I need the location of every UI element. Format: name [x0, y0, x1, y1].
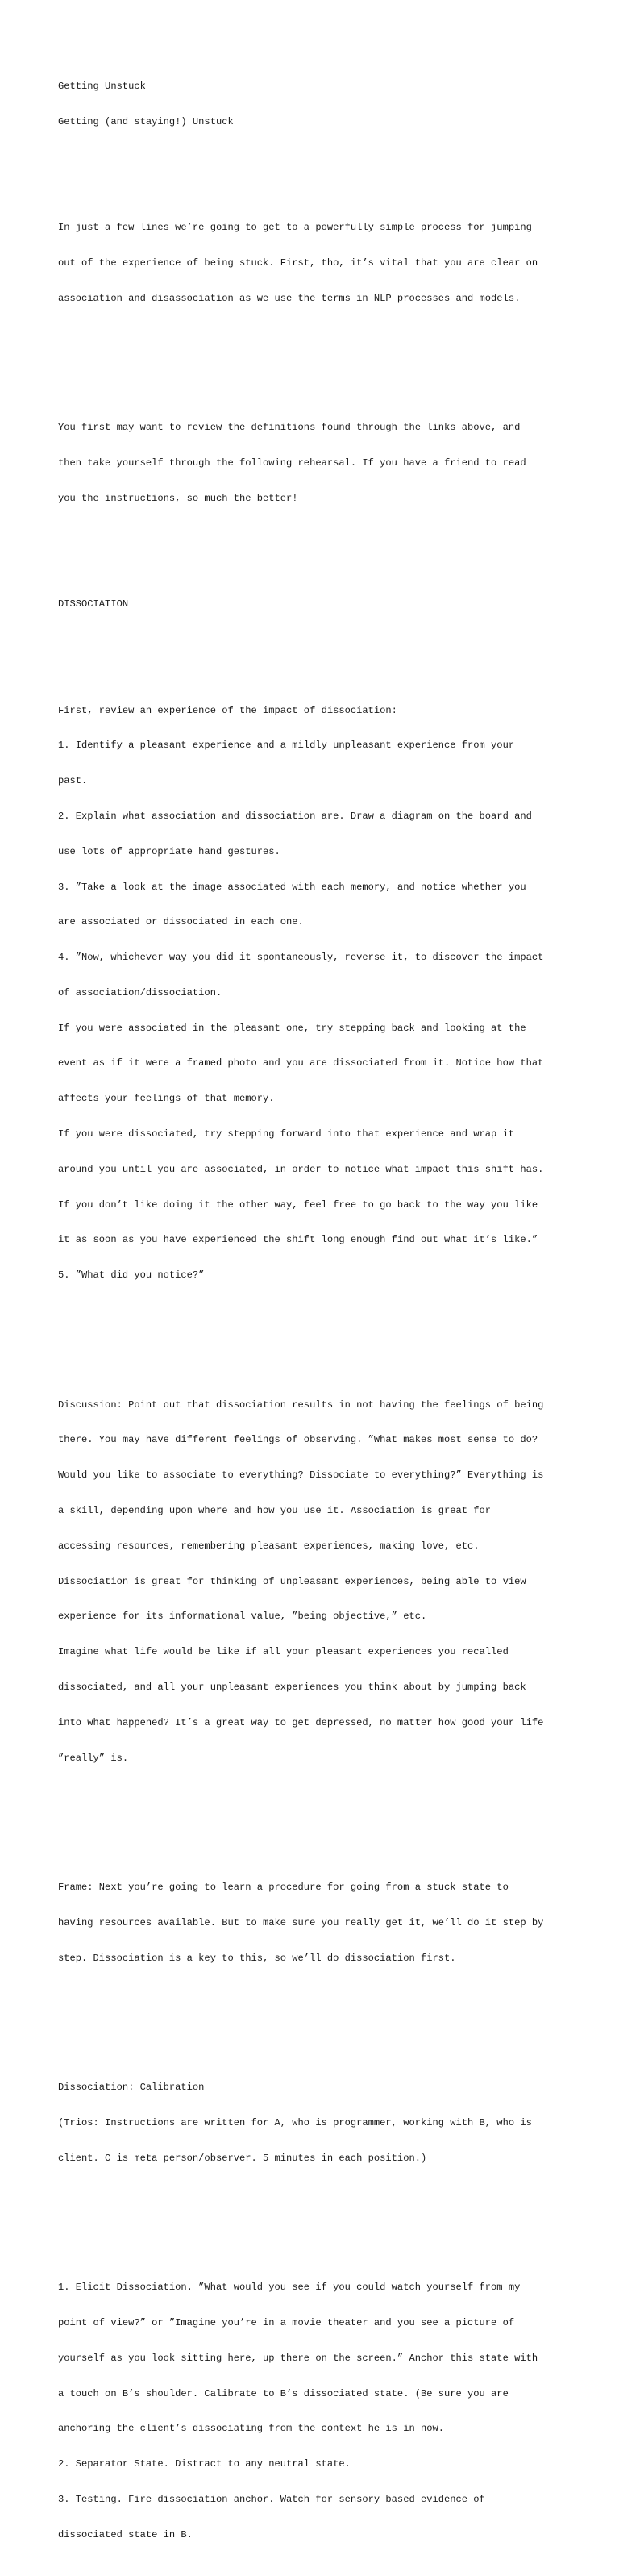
discussion-line: experience for its informational value, ”being objective,” etc. — [58, 1611, 427, 1623]
procedure-line: 1. Elicit Dissociation. ”What would you see if you could watch yourself from my — [58, 2282, 521, 2294]
discussion-line: Dissociation is great for thinking of unpleasant experiences, being able to view — [58, 1575, 526, 1587]
frame-line: step. Dissociation is a key to this, so we’ll do dissociation first. — [58, 1952, 456, 1964]
discussion-line: dissociated, and all your unpleasant experiences you think about by jumping back — [58, 1681, 526, 1693]
document-subtitle: Getting (and staying!) Unstuck — [58, 115, 234, 127]
spacer — [58, 2011, 574, 2024]
steps-line: past. — [58, 775, 88, 787]
procedure-line: yourself as you look sitting here, up there on the screen.” Anchor this state with — [58, 2352, 538, 2364]
steps-line: 3. ”Take a look at the image associated with each memory, and notice whether you — [58, 881, 526, 893]
intro-line: association and disassociation as we use the terms in NLP processes and models. — [58, 292, 521, 304]
discussion-line: into what happened? It’s a great way to get depressed, no matter how good your life — [58, 1716, 544, 1728]
steps-line: 2. Explain what association and dissociation are. Draw a diagram on the board and — [58, 811, 532, 822]
discussion-line: accessing resources, remembering pleasant experiences, making love, etc. — [58, 1540, 480, 1552]
procedure-line: a touch on B’s shoulder. Calibrate to B’s dissociated state. (Be sure you are — [58, 2387, 509, 2399]
document-title: Getting Unstuck — [58, 81, 146, 93]
procedure-line: anchoring the client’s dissociating from the context he is in now. — [58, 2423, 444, 2435]
section-heading-dissociation: DISSOCIATION — [58, 598, 129, 611]
review-line: you the instructions, so much the better! — [58, 492, 298, 504]
steps-line: event as if it were a framed photo and you are dissociated from it. Notice how that — [58, 1057, 544, 1069]
discussion-line: a skill, depending upon where and how you use it. Association is great for — [58, 1505, 492, 1517]
steps-line: 4. ”Now, whichever way you did it spontaneously, reverse it, to discover the impact — [58, 952, 544, 964]
spacer — [58, 152, 574, 164]
steps-line: of association/dissociation. — [58, 986, 222, 998]
procedure-line: point of view?” or ”Imagine you’re in a movie theater and you see a picture of — [58, 2317, 515, 2328]
steps-line: 1. Identify a pleasant experience and a mildly unpleasant experience from your — [58, 740, 515, 752]
discussion-line: there. You may have different feelings of observing. ”What makes most sense to do? — [58, 1434, 538, 1446]
calibration-line: client. C is meta person/observer. 5 minutes in each position.) — [58, 2152, 427, 2164]
frame-paragraph — [58, 1858, 574, 1988]
calibration-line: Dissociation: Calibration — [58, 2082, 205, 2094]
procedure-paragraph — [58, 2258, 574, 2564]
discussion-line: Imagine what life would be like if all your pleasant experiences you recalled — [58, 1646, 509, 1658]
frame-line: having resources available. But to make sure you really get it, we’ll do it step by — [58, 1916, 544, 1928]
discussion-line: ”really” is. — [58, 1752, 129, 1764]
procedure-line: 3. Testing. Fire dissociation anchor. Watch for sensory based evidence of — [58, 2493, 485, 2505]
steps-line: are associated or dissociated in each one. — [58, 916, 304, 928]
document-page — [58, 57, 574, 2576]
frame-line: Frame: Next you’re going to learn a procedure for going from a stuck state to — [58, 1882, 509, 1894]
discussion-line: Would you like to associate to everything? Dissociate to everything?” Everything is — [58, 1469, 544, 1482]
spacer — [58, 2211, 574, 2224]
intro-paragraph — [58, 198, 574, 328]
steps-line: it as soon as you have experienced the shift long enough find out what it’s like.” — [58, 1234, 538, 1246]
steps-line: If you don’t like doing it the other way, feel free to go back to the way you like — [58, 1198, 538, 1211]
intro-line: In just a few lines we’re going to get to a powerfully simple process for jumping — [58, 222, 532, 234]
review-line: You first may want to review the definitions found through the links above, and — [58, 422, 521, 434]
intro-line: out of the experience of being stuck. First, tho, it’s vital that you are clear on — [58, 257, 538, 269]
calibration-paragraph — [58, 2058, 574, 2188]
spacer — [58, 634, 574, 646]
steps-line: use lots of appropriate hand gestures. — [58, 845, 280, 857]
procedure-line: 2. Separator State. Distract to any neutral state. — [58, 2458, 351, 2470]
steps-line: First, review an experience of the impact of dissociation: — [58, 704, 397, 716]
steps-paragraph — [58, 681, 574, 1304]
spacer — [58, 1328, 574, 1340]
spacer — [58, 1811, 574, 1823]
discussion-line: Discussion: Point out that dissociation results in not having the feelings of being — [58, 1398, 544, 1411]
steps-line: affects your feelings of that memory. — [58, 1093, 275, 1105]
spacer — [58, 352, 574, 364]
steps-line: If you were dissociated, try stepping forward into that experience and wrap it — [58, 1128, 515, 1140]
discussion-paragraph — [58, 1376, 574, 1788]
steps-line: 5. ”What did you notice?” — [58, 1269, 205, 1282]
steps-line: If you were associated in the pleasant one, try stepping back and looking at the — [58, 1022, 526, 1034]
review-line: then take yourself through the following rehearsal. If you have a friend to read — [58, 457, 526, 469]
calibration-line: (Trios: Instructions are written for A, who is programmer, working with B, who is — [58, 2116, 532, 2128]
review-paragraph — [58, 398, 574, 528]
spacer — [58, 552, 574, 564]
procedure-line: dissociated state in B. — [58, 2528, 193, 2541]
steps-line: around you until you are associated, in order to notice what impact this shift has. — [58, 1163, 544, 1175]
